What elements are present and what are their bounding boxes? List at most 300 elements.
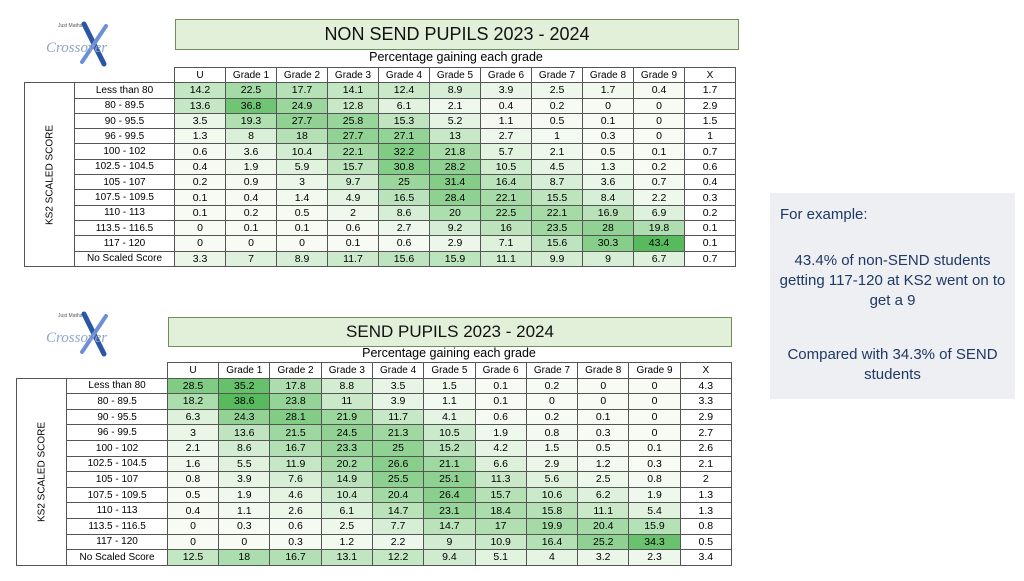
grade-percentage-cell: 8.6 <box>379 205 430 220</box>
grade-percentage-cell: 24.9 <box>277 98 328 113</box>
table-row <box>25 113 736 128</box>
grade-percentage-cell: 21.1 <box>424 456 475 472</box>
grade-percentage-cell: 25.8 <box>328 113 379 128</box>
grade-percentage-cell: 0.1 <box>475 378 526 394</box>
row-label: No Scaled Score <box>75 251 175 266</box>
column-header: Grade 4 <box>372 363 423 379</box>
grade-percentage-cell: 15.2 <box>424 440 475 456</box>
grade-percentage-cell: 14.1 <box>328 83 379 98</box>
grade-percentage-cell: 0.3 <box>685 190 736 205</box>
grade-percentage-cell: 9 <box>424 534 475 550</box>
grade-percentage-cell: 23.1 <box>424 503 475 519</box>
grade-percentage-cell: 12.5 <box>167 550 218 566</box>
grade-percentage-cell: 0.4 <box>634 83 685 98</box>
grade-percentage-cell: 0.3 <box>219 518 270 534</box>
grade-percentage-cell: 12.2 <box>372 550 423 566</box>
column-header: Grade 5 <box>430 68 481 83</box>
grade-percentage-cell: 3.4 <box>680 550 731 566</box>
grade-percentage-cell: 23.3 <box>321 440 372 456</box>
grade-percentage-cell: 15.9 <box>629 518 680 534</box>
corner-blank <box>17 363 67 379</box>
grade-percentage-cell: 0.5 <box>583 144 634 159</box>
grade-percentage-cell: 1 <box>685 129 736 144</box>
grade-percentage-cell: 0.9 <box>226 175 277 190</box>
grade-percentage-cell: 2.9 <box>526 456 577 472</box>
grade-percentage-cell: 22.1 <box>481 190 532 205</box>
column-header: Grade 7 <box>526 363 577 379</box>
grade-percentage-cell: 1.3 <box>680 503 731 519</box>
grade-percentage-cell: 3.5 <box>372 378 423 394</box>
grade-percentage-cell: 0 <box>629 394 680 410</box>
grade-percentage-cell: 0.1 <box>583 113 634 128</box>
grade-percentage-cell: 15.6 <box>379 251 430 266</box>
grade-percentage-cell: 0.4 <box>226 190 277 205</box>
column-header: X <box>685 68 736 83</box>
row-label: 96 - 99.5 <box>67 425 168 441</box>
grade-percentage-cell: 15.3 <box>379 113 430 128</box>
grade-percentage-cell: 28.5 <box>167 378 218 394</box>
grade-percentage-cell: 0.1 <box>629 440 680 456</box>
grade-percentage-cell: 0.2 <box>685 205 736 220</box>
table-row <box>25 83 736 98</box>
table-row <box>17 440 732 456</box>
grade-percentage-cell: 36.8 <box>226 98 277 113</box>
grade-percentage-cell: 1.9 <box>629 487 680 503</box>
grade-percentage-cell: 8.7 <box>532 175 583 190</box>
example-lead: For example: <box>780 206 868 223</box>
grade-percentage-cell: 1.7 <box>685 83 736 98</box>
non-send-title: NON SEND PUPILS 2023 - 2024 <box>175 19 739 50</box>
column-header: Grade 4 <box>379 68 430 83</box>
grade-percentage-cell: 1.3 <box>175 129 226 144</box>
grade-percentage-cell: 0.7 <box>685 144 736 159</box>
grade-percentage-cell: 30.3 <box>583 236 634 251</box>
row-label: 117 - 120 <box>67 534 168 550</box>
grade-percentage-cell: 1.1 <box>219 503 270 519</box>
row-label: 100 - 102 <box>67 440 168 456</box>
grade-percentage-cell: 0 <box>578 394 629 410</box>
grade-percentage-cell: 12.4 <box>379 83 430 98</box>
grade-percentage-cell: 5.1 <box>475 550 526 566</box>
grade-percentage-cell: 1.2 <box>321 534 372 550</box>
row-label: 113.5 - 116.5 <box>75 220 175 235</box>
column-header: Grade 8 <box>578 363 629 379</box>
grade-percentage-cell: 4.9 <box>328 190 379 205</box>
grade-percentage-cell: 0.4 <box>481 98 532 113</box>
grade-percentage-cell: 21.8 <box>430 144 481 159</box>
grade-percentage-cell: 0.6 <box>175 144 226 159</box>
grade-percentage-cell: 1.5 <box>685 113 736 128</box>
row-label: Less than 80 <box>67 378 168 394</box>
grade-percentage-cell: 15.7 <box>328 159 379 174</box>
grade-percentage-cell: 19.3 <box>226 113 277 128</box>
grade-percentage-cell: 0.8 <box>680 518 731 534</box>
table-row <box>17 503 732 519</box>
grade-percentage-cell: 1 <box>532 129 583 144</box>
grade-percentage-cell: 0 <box>175 220 226 235</box>
svg-text:Just Maths: Just Maths <box>58 313 83 319</box>
column-header: Grade 9 <box>629 363 680 379</box>
grade-percentage-cell: 22.1 <box>532 205 583 220</box>
grade-percentage-cell: 19.8 <box>634 220 685 235</box>
grade-percentage-cell: 1.1 <box>481 113 532 128</box>
send-subheading: Percentage gaining each grade <box>362 346 536 360</box>
grade-percentage-cell: 2.7 <box>481 129 532 144</box>
example-callout <box>770 193 1015 399</box>
row-label: 105 - 107 <box>75 175 175 190</box>
column-header: Grade 1 <box>226 68 277 83</box>
grade-percentage-cell: 1.9 <box>475 425 526 441</box>
send-title: SEND PUPILS 2023 - 2024 <box>168 317 732 347</box>
grade-percentage-cell: 22.1 <box>328 144 379 159</box>
column-header: Grade 6 <box>475 363 526 379</box>
grade-percentage-cell: 15.7 <box>475 487 526 503</box>
grade-percentage-cell: 3.2 <box>578 550 629 566</box>
grade-percentage-cell: 23.8 <box>270 394 321 410</box>
grade-percentage-cell: 1.5 <box>424 378 475 394</box>
grade-percentage-cell: 0.6 <box>328 220 379 235</box>
grade-percentage-cell: 0 <box>526 394 577 410</box>
grade-percentage-cell: 0 <box>634 98 685 113</box>
table-row <box>17 394 732 410</box>
grade-percentage-cell: 6.6 <box>475 456 526 472</box>
grade-percentage-cell: 2.7 <box>379 220 430 235</box>
grade-percentage-cell: 0 <box>634 113 685 128</box>
grade-percentage-cell: 0.2 <box>634 159 685 174</box>
grade-percentage-cell: 27.7 <box>328 129 379 144</box>
grade-percentage-cell: 5.9 <box>277 159 328 174</box>
grade-percentage-cell: 8.9 <box>277 251 328 266</box>
grade-percentage-cell: 28.1 <box>270 409 321 425</box>
grade-percentage-cell: 0.1 <box>226 220 277 235</box>
example-send-text: Compared with 34.3% of SEND students <box>787 346 998 383</box>
grade-percentage-cell: 17.7 <box>277 83 328 98</box>
grade-percentage-cell: 0 <box>226 236 277 251</box>
grade-percentage-cell: 16.9 <box>583 205 634 220</box>
grade-percentage-cell: 10.9 <box>475 534 526 550</box>
grade-percentage-cell: 18 <box>219 550 270 566</box>
table-row <box>17 518 732 534</box>
grade-percentage-cell: 35.2 <box>219 378 270 394</box>
grade-percentage-cell: 6.3 <box>167 409 218 425</box>
grade-percentage-cell: 0.1 <box>277 220 328 235</box>
row-label: 80 - 89.5 <box>67 394 168 410</box>
grade-percentage-cell: 3 <box>167 425 218 441</box>
grade-percentage-cell: 8.8 <box>321 378 372 394</box>
crossover-logo-bottom <box>44 310 114 360</box>
row-label: 102.5 - 104.5 <box>75 159 175 174</box>
grade-percentage-cell: 10.5 <box>481 159 532 174</box>
grade-percentage-cell: 5.4 <box>629 503 680 519</box>
grade-percentage-cell: 0 <box>629 425 680 441</box>
grade-percentage-cell: 13.6 <box>219 425 270 441</box>
grade-percentage-cell: 10.5 <box>424 425 475 441</box>
column-header: Grade 3 <box>321 363 372 379</box>
corner-blank <box>75 68 175 83</box>
grade-percentage-cell: 0.7 <box>685 251 736 266</box>
table-row <box>25 205 736 220</box>
grade-percentage-cell: 16.7 <box>270 550 321 566</box>
grade-percentage-cell: 10.4 <box>277 144 328 159</box>
grade-percentage-cell: 16.7 <box>270 440 321 456</box>
grade-percentage-cell: 0 <box>167 534 218 550</box>
grade-percentage-cell: 0.4 <box>167 503 218 519</box>
grade-percentage-cell: 9.4 <box>424 550 475 566</box>
grade-percentage-cell: 0.2 <box>526 378 577 394</box>
example-non-send-text: 43.4% of non-SEND students getting 117-120 at KS2 went on to get a 9 <box>779 252 1006 309</box>
grade-percentage-cell: 7.1 <box>481 236 532 251</box>
grade-percentage-cell: 15.9 <box>430 251 481 266</box>
grade-percentage-cell: 4.5 <box>532 159 583 174</box>
table-row <box>25 190 736 205</box>
grade-percentage-cell: 1.9 <box>226 159 277 174</box>
grade-percentage-cell: 20 <box>430 205 481 220</box>
grade-percentage-cell: 5.6 <box>526 472 577 488</box>
grade-percentage-cell: 27.1 <box>379 129 430 144</box>
grade-percentage-cell: 6.2 <box>578 487 629 503</box>
grade-percentage-cell: 3.6 <box>583 175 634 190</box>
grade-percentage-cell: 3.3 <box>175 251 226 266</box>
grade-percentage-cell: 10.6 <box>526 487 577 503</box>
column-header: Grade 6 <box>481 68 532 83</box>
grade-percentage-cell: 7.6 <box>270 472 321 488</box>
grade-percentage-cell: 9.2 <box>430 220 481 235</box>
column-header: Grade 8 <box>583 68 634 83</box>
grade-percentage-cell: 8.6 <box>219 440 270 456</box>
grade-percentage-cell: 2.9 <box>680 409 731 425</box>
row-label: Less than 80 <box>75 83 175 98</box>
grade-percentage-cell: 0.1 <box>578 409 629 425</box>
grade-percentage-cell: 26.6 <box>372 456 423 472</box>
table-row <box>17 487 732 503</box>
table-row <box>17 472 732 488</box>
grade-percentage-cell: 2.1 <box>532 144 583 159</box>
grade-percentage-cell: 13.6 <box>175 98 226 113</box>
grade-percentage-cell: 22.5 <box>481 205 532 220</box>
table-row <box>17 456 732 472</box>
grade-percentage-cell: 0.5 <box>680 534 731 550</box>
grade-percentage-cell: 0 <box>629 378 680 394</box>
column-header: Grade 5 <box>424 363 475 379</box>
table-row <box>25 159 736 174</box>
grade-percentage-cell: 16.4 <box>481 175 532 190</box>
grade-percentage-cell: 11.1 <box>481 251 532 266</box>
grade-percentage-cell: 6.7 <box>634 251 685 266</box>
grade-percentage-cell: 0.3 <box>583 129 634 144</box>
table-row <box>25 236 736 251</box>
grade-percentage-cell: 16 <box>481 220 532 235</box>
grade-percentage-cell: 11.9 <box>270 456 321 472</box>
grade-percentage-cell: 8.9 <box>430 83 481 98</box>
row-label: No Scaled Score <box>67 550 168 566</box>
table-row <box>17 378 732 394</box>
grade-percentage-cell: 24.3 <box>219 409 270 425</box>
grade-percentage-cell: 18 <box>277 129 328 144</box>
grade-percentage-cell: 0.2 <box>175 175 226 190</box>
grade-percentage-cell: 20.4 <box>372 487 423 503</box>
row-label: 107.5 - 109.5 <box>75 190 175 205</box>
row-label: 102.5 - 104.5 <box>67 456 168 472</box>
grade-percentage-cell: 3.6 <box>226 144 277 159</box>
grade-percentage-cell: 0.7 <box>634 175 685 190</box>
column-header: Grade 3 <box>328 68 379 83</box>
grade-percentage-cell: 0.8 <box>629 472 680 488</box>
grade-percentage-cell: 1.4 <box>277 190 328 205</box>
side-label-text: KS2 SCALED SCORE <box>44 124 55 225</box>
grade-percentage-cell: 16.4 <box>526 534 577 550</box>
svg-text:Crossover: Crossover <box>46 40 108 56</box>
grade-percentage-cell: 0 <box>634 129 685 144</box>
grade-percentage-cell: 0.2 <box>526 409 577 425</box>
grade-percentage-cell: 14.7 <box>372 503 423 519</box>
grade-percentage-cell: 9.7 <box>328 175 379 190</box>
grade-percentage-cell: 0.3 <box>270 534 321 550</box>
grade-percentage-cell: 0.1 <box>175 190 226 205</box>
grade-percentage-cell: 11 <box>321 394 372 410</box>
grade-percentage-cell: 0.4 <box>685 175 736 190</box>
column-header: Grade 7 <box>532 68 583 83</box>
column-header: U <box>167 363 218 379</box>
grade-percentage-cell: 2.6 <box>270 503 321 519</box>
grade-percentage-cell: 38.6 <box>219 394 270 410</box>
grade-percentage-cell: 43.4 <box>634 236 685 251</box>
grade-percentage-cell: 20.2 <box>321 456 372 472</box>
grade-percentage-cell: 16.5 <box>379 190 430 205</box>
crossover-logo-top <box>44 20 114 70</box>
grade-percentage-cell: 4 <box>526 550 577 566</box>
grade-percentage-cell: 0.1 <box>475 394 526 410</box>
grade-percentage-cell: 5.7 <box>481 144 532 159</box>
grade-percentage-cell: 1.3 <box>583 159 634 174</box>
column-header: Grade 9 <box>634 68 685 83</box>
grade-percentage-cell: 1.9 <box>219 487 270 503</box>
grade-percentage-cell: 2.6 <box>680 440 731 456</box>
grade-percentage-cell: 8 <box>226 129 277 144</box>
grade-percentage-cell: 0.5 <box>532 113 583 128</box>
grade-percentage-cell: 1.7 <box>583 83 634 98</box>
column-header: Grade 1 <box>219 363 270 379</box>
grade-percentage-cell: 31.4 <box>430 175 481 190</box>
grade-percentage-cell: 13 <box>430 129 481 144</box>
grade-percentage-cell: 28 <box>583 220 634 235</box>
grade-percentage-cell: 30.8 <box>379 159 430 174</box>
grade-percentage-cell: 25 <box>372 440 423 456</box>
table-row <box>17 534 732 550</box>
grade-percentage-cell: 0 <box>629 409 680 425</box>
grade-percentage-cell: 3.5 <box>175 113 226 128</box>
column-header: Grade 2 <box>277 68 328 83</box>
grade-percentage-cell: 25.2 <box>578 534 629 550</box>
grade-percentage-cell: 2.7 <box>680 425 731 441</box>
grade-percentage-cell: 0 <box>583 98 634 113</box>
grade-percentage-cell: 2.9 <box>430 236 481 251</box>
grade-percentage-cell: 32.2 <box>379 144 430 159</box>
row-label: 90 - 95.5 <box>67 409 168 425</box>
grade-percentage-cell: 14.9 <box>321 472 372 488</box>
grade-percentage-cell: 15.6 <box>532 236 583 251</box>
row-label: 110 - 113 <box>75 205 175 220</box>
grade-percentage-cell: 6.9 <box>634 205 685 220</box>
grade-percentage-cell: 0 <box>219 534 270 550</box>
grade-percentage-cell: 4.2 <box>475 440 526 456</box>
grade-percentage-cell: 9 <box>583 251 634 266</box>
table-row <box>25 98 736 113</box>
grade-percentage-cell: 0 <box>167 518 218 534</box>
grade-percentage-cell: 7 <box>226 251 277 266</box>
table-row <box>25 251 736 266</box>
grade-percentage-cell: 18.4 <box>475 503 526 519</box>
row-label: 90 - 95.5 <box>75 113 175 128</box>
grade-percentage-cell: 1.6 <box>167 456 218 472</box>
row-label: 100 - 102 <box>75 144 175 159</box>
grade-percentage-cell: 0.6 <box>475 409 526 425</box>
grade-percentage-cell: 2.2 <box>634 190 685 205</box>
grade-percentage-cell: 3.3 <box>680 394 731 410</box>
grade-percentage-cell: 0.1 <box>685 236 736 251</box>
ks2-scaled-score-axis-label <box>17 378 67 565</box>
grade-percentage-cell: 28.4 <box>430 190 481 205</box>
grade-percentage-cell: 8.4 <box>583 190 634 205</box>
grade-percentage-cell: 9.9 <box>532 251 583 266</box>
grade-percentage-cell: 28.2 <box>430 159 481 174</box>
corner-blank <box>25 68 75 83</box>
grade-percentage-cell: 4.6 <box>270 487 321 503</box>
grade-percentage-cell: 0 <box>175 236 226 251</box>
grade-percentage-cell: 15.5 <box>532 190 583 205</box>
grade-percentage-cell: 0.5 <box>167 487 218 503</box>
column-header: Grade 2 <box>270 363 321 379</box>
grade-percentage-cell: 2.5 <box>578 472 629 488</box>
grade-percentage-cell: 14.2 <box>175 83 226 98</box>
table-row <box>25 175 736 190</box>
grade-percentage-cell: 0 <box>277 236 328 251</box>
grade-percentage-cell: 0.5 <box>277 205 328 220</box>
row-label: 96 - 99.5 <box>75 129 175 144</box>
grade-percentage-cell: 17 <box>475 518 526 534</box>
table-row <box>25 220 736 235</box>
grade-percentage-cell: 3.9 <box>481 83 532 98</box>
send-table <box>16 362 732 566</box>
grade-percentage-cell: 0.2 <box>226 205 277 220</box>
grade-percentage-cell: 2.3 <box>629 550 680 566</box>
grade-percentage-cell: 2 <box>680 472 731 488</box>
row-label: 107.5 - 109.5 <box>67 487 168 503</box>
grade-percentage-cell: 0.1 <box>175 205 226 220</box>
grade-percentage-cell: 3.9 <box>372 394 423 410</box>
table-row <box>25 129 736 144</box>
table-row <box>17 425 732 441</box>
grade-percentage-cell: 11.3 <box>475 472 526 488</box>
grade-percentage-cell: 5.5 <box>219 456 270 472</box>
grade-percentage-cell: 1.2 <box>578 456 629 472</box>
grade-percentage-cell: 19.9 <box>526 518 577 534</box>
grade-percentage-cell: 2.5 <box>532 83 583 98</box>
corner-blank <box>67 363 168 379</box>
grade-percentage-cell: 21.5 <box>270 425 321 441</box>
grade-percentage-cell: 6.1 <box>321 503 372 519</box>
grade-percentage-cell: 2.5 <box>321 518 372 534</box>
grade-percentage-cell: 0.1 <box>634 144 685 159</box>
grade-percentage-cell: 10.4 <box>321 487 372 503</box>
grade-percentage-cell: 0.8 <box>526 425 577 441</box>
grade-percentage-cell: 0.1 <box>328 236 379 251</box>
grade-percentage-cell: 11.7 <box>372 409 423 425</box>
grade-percentage-cell: 0.3 <box>578 425 629 441</box>
grade-percentage-cell: 3.9 <box>219 472 270 488</box>
grade-percentage-cell: 18.2 <box>167 394 218 410</box>
grade-percentage-cell: 2.2 <box>372 534 423 550</box>
grade-percentage-cell: 15.8 <box>526 503 577 519</box>
